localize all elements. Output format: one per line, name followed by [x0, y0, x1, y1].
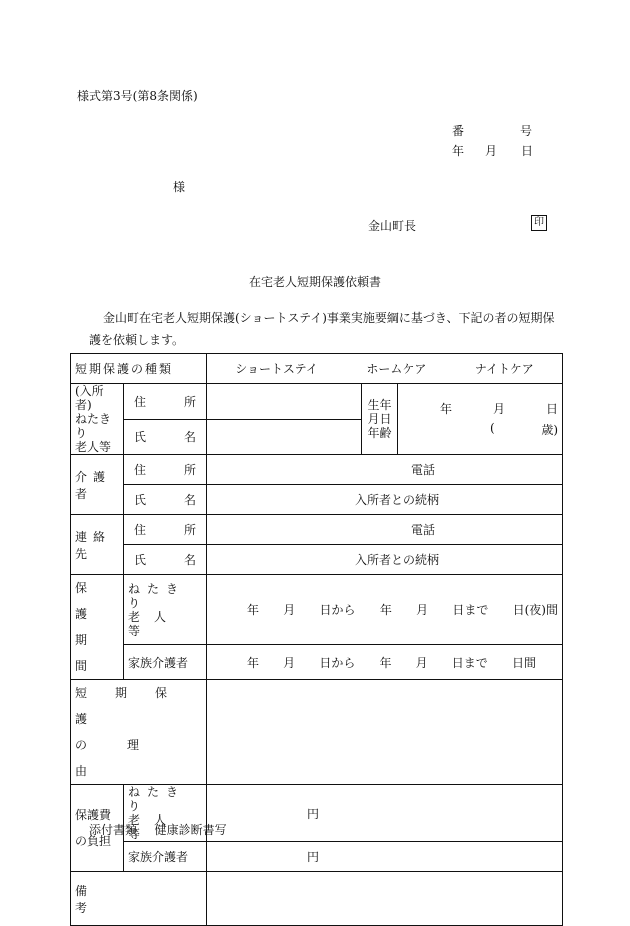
- address-char-2: 所: [184, 523, 197, 537]
- type-label-cell: [71, 354, 207, 384]
- name-char-1: 氏: [134, 430, 147, 445]
- intro-line-1: 金山町在宅老人短期保護(ショートステイ)事業実施要綱に基づき、下記の者の短期保: [103, 311, 555, 325]
- attachments: [89, 821, 227, 838]
- reason-row: [71, 680, 563, 785]
- caregiver-name-value: [207, 485, 563, 515]
- name-char-1: 氏: [134, 553, 147, 567]
- name-char-2: 名: [184, 493, 197, 507]
- caregiver-address-label: [124, 455, 207, 485]
- period2-year-from: 年: [247, 655, 260, 670]
- period-family-value: [207, 645, 563, 680]
- period2-day-from: 日から: [319, 655, 356, 670]
- name-char-2: 名: [184, 553, 197, 567]
- cost-group-line-1: 保護費: [75, 808, 112, 822]
- reason-line-1: 短期保護: [75, 686, 196, 726]
- elder-address-value: [207, 384, 362, 420]
- reason-value: [207, 680, 563, 785]
- period-family-label: [124, 645, 207, 680]
- caregiver-address-row: [71, 455, 563, 485]
- remarks-label: [71, 872, 207, 926]
- contact-address-row: [71, 515, 563, 545]
- contact-phone-label: 電話: [411, 523, 436, 537]
- cost-bedridden-value: [207, 785, 563, 842]
- type-option-home-care: ホームケア: [366, 362, 427, 376]
- address-char-1: 住: [134, 523, 147, 537]
- cost-bedridden-line-1: ねたきり: [128, 785, 186, 813]
- elder-address-row: [71, 384, 563, 420]
- dob-line-3: 年齢: [367, 426, 392, 440]
- period1-year-from: 年: [247, 603, 260, 618]
- family-caregiver-label: 家族介護者: [128, 655, 189, 670]
- contact-name-value: [207, 545, 563, 575]
- dob-day: 日: [546, 402, 559, 416]
- period-family-row: [71, 645, 563, 680]
- type-option-night-care: ナイトケア: [474, 362, 534, 376]
- period1-duration: 日(夜)間: [512, 603, 558, 618]
- cost-family-yen: 円: [307, 850, 320, 864]
- type-row: [71, 354, 563, 384]
- period-group-label: [71, 575, 124, 680]
- elder-group-line-3: 老人等: [75, 440, 112, 454]
- period1-day-to: 日まで: [452, 603, 489, 618]
- dob-month: 月: [493, 402, 506, 416]
- bedridden-line-2: 老人等: [128, 609, 181, 638]
- caregiver-name-label: [124, 485, 207, 515]
- issuer: 金山町長: [368, 219, 417, 233]
- date-year-label: 年: [452, 144, 465, 158]
- period1-month-from: 月: [283, 603, 296, 618]
- contact-label-text: 連絡先: [75, 529, 112, 561]
- intro-line-2: 護を依頼します。: [89, 333, 185, 347]
- remarks-value: [207, 872, 563, 926]
- reason-label: [71, 680, 207, 785]
- address-char-2: 所: [184, 394, 197, 409]
- number-suffix: 号: [520, 124, 533, 138]
- period-bedridden-row: [71, 575, 563, 645]
- period-group-line-2: 期間: [75, 633, 102, 673]
- age-open: (: [490, 421, 495, 435]
- cost-family-label: [124, 842, 207, 872]
- name-char-2: 名: [184, 430, 197, 445]
- contact-label: [71, 515, 124, 575]
- address-char-1: 住: [134, 394, 147, 409]
- type-label: 短期保護の種類: [75, 362, 174, 376]
- remarks-row: [71, 872, 563, 926]
- dob-line-1: 生年: [367, 398, 392, 412]
- date-day-label: 日: [521, 144, 534, 158]
- type-option-short-stay: ショートステイ: [235, 362, 318, 376]
- caregiver-phone-label: 電話: [411, 463, 436, 477]
- period2-day-to: 日まで: [451, 655, 488, 670]
- number-label: 番: [452, 124, 465, 138]
- elder-name-value: [207, 419, 362, 455]
- cost-group-line-2: の負担: [75, 834, 112, 848]
- type-options-cell: [207, 354, 563, 384]
- period-group-line-1: 保護: [75, 581, 102, 621]
- age-close: 歳): [541, 423, 559, 437]
- contact-name-label: [124, 545, 207, 575]
- contact-address-label: [124, 515, 207, 545]
- document-title: 在宅老人短期保護依頼書: [248, 275, 381, 289]
- remarks-label-text: 備考: [75, 883, 178, 915]
- address-char-1: 住: [134, 463, 147, 477]
- cost-family-caregiver-label: 家族介護者: [128, 850, 189, 864]
- period2-duration: 日間: [511, 655, 536, 670]
- cost-bedridden-yen: 円: [307, 806, 320, 821]
- cost-family-value: [207, 842, 563, 872]
- period2-year-to: 年: [379, 655, 392, 670]
- caregiver-address-value: [207, 455, 563, 485]
- dob-line-2: 月日: [367, 412, 392, 426]
- intro-paragraph: [89, 307, 569, 351]
- contact-name-row: [71, 545, 563, 575]
- name-char-1: 氏: [134, 493, 147, 507]
- elder-group-line-1: (入所者): [75, 384, 104, 412]
- seal-stamp: 印: [531, 215, 547, 231]
- bedridden-line-1: ねたきり: [128, 581, 186, 610]
- caregiver-relation-label: 入所者との続柄: [355, 493, 440, 507]
- caregiver-name-row: [71, 485, 563, 515]
- reason-line-2: の理由: [75, 738, 180, 778]
- date-month-label: 月: [485, 144, 498, 158]
- caregiver-label: [71, 455, 124, 515]
- address-char-2: 所: [184, 463, 197, 477]
- contact-address-value: [207, 515, 563, 545]
- dob-label: [362, 384, 398, 455]
- dob-year: 年: [440, 402, 453, 416]
- addressee-suffix: 様: [173, 180, 186, 194]
- period1-year-to: 年: [379, 603, 392, 618]
- contact-relation-label: 入所者との続柄: [355, 553, 440, 567]
- elder-name-label: [124, 419, 207, 455]
- period2-month-to: 月: [415, 655, 428, 670]
- elder-address-label: [124, 384, 207, 420]
- elder-group-line-2: ねたきり: [75, 412, 112, 440]
- request-form-table: [70, 353, 563, 926]
- period1-month-to: 月: [416, 603, 429, 618]
- period2-month-from: 月: [283, 655, 296, 670]
- attachments-label: 添付書類: [89, 823, 138, 837]
- period1-day-from: 日から: [319, 603, 356, 618]
- cost-family-row: [71, 842, 563, 872]
- dob-value: [398, 384, 563, 455]
- caregiver-label-text: 介護者: [75, 469, 112, 501]
- cost-bedridden-line-2: 老人等: [128, 813, 181, 841]
- period-bedridden-value: [207, 575, 563, 645]
- period-bedridden-label: [124, 575, 207, 645]
- attachments-item: 健康診断書写: [154, 823, 227, 837]
- form-code: 様式第3号(第8条関係): [77, 89, 198, 103]
- elder-group-label: [71, 384, 124, 455]
